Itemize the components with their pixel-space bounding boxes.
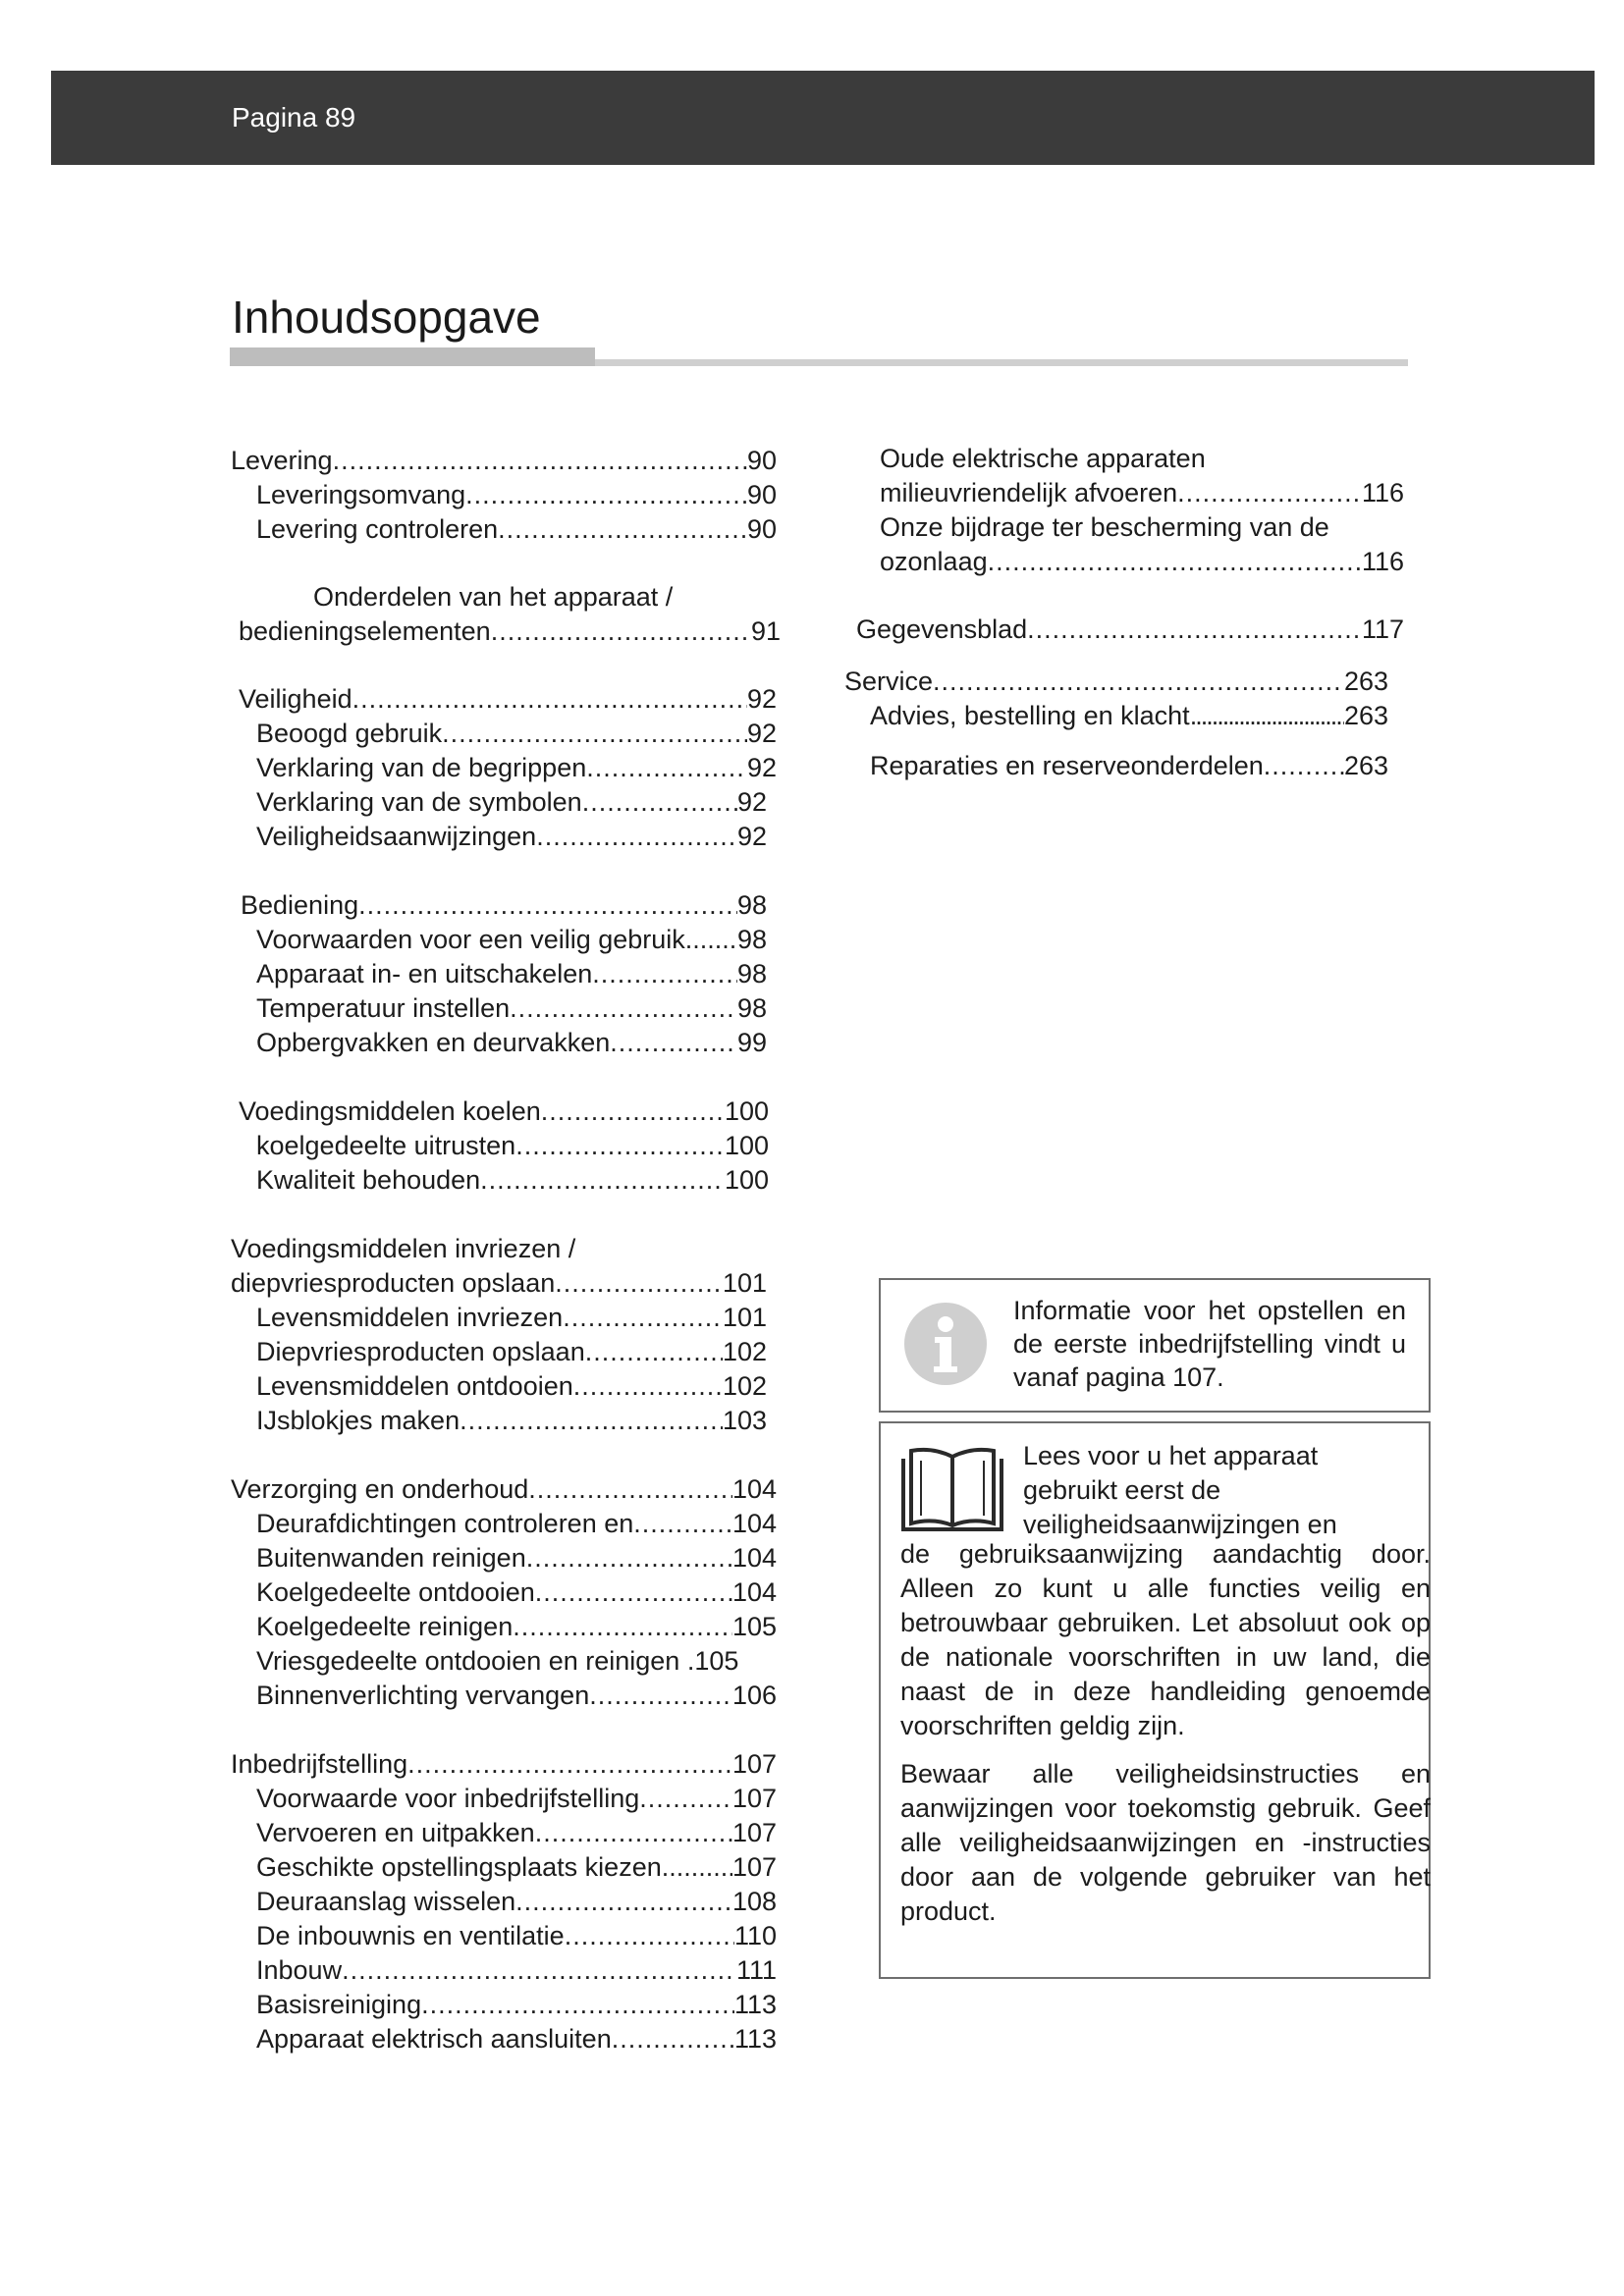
toc-heading-line: Onze bijdrage ter bescherming van de bbox=[880, 512, 1329, 542]
header-bar bbox=[51, 71, 1595, 165]
info-icon bbox=[903, 1302, 988, 1386]
toc-entry[interactable]: ozonlaag ..... 116 bbox=[844, 545, 1404, 579]
toc-entry[interactable]: Levensmiddelen ontdooien ..... 102 bbox=[231, 1369, 767, 1404]
toc-entry[interactable]: Inbouw ..... 111 bbox=[231, 1953, 777, 1988]
toc-entry[interactable]: Advies, bestelling en klacht ..... 263 bbox=[844, 699, 1388, 733]
toc-heading-line: Oude elektrische apparaten bbox=[880, 444, 1206, 473]
info-box bbox=[879, 1278, 1431, 1413]
toc-entry[interactable]: Kwaliteit behouden ..... 100 bbox=[231, 1163, 769, 1198]
read-box-heading: Lees voor u het apparaat gebruikt eerst de veiligheidsaanwijzingen en bbox=[1023, 1441, 1337, 1539]
toc-entry[interactable]: Veiligheid ..... 92 bbox=[231, 682, 777, 717]
toc-entry[interactable]: Voedingsmiddelen koelen ..... 100 bbox=[231, 1095, 769, 1129]
toc-entry[interactable]: Reparaties en reserveonderdelen ..... 263 bbox=[844, 749, 1388, 783]
toc-entry[interactable]: Diepvriesproducten opslaan ..... 102 bbox=[231, 1335, 767, 1369]
read-instructions-box bbox=[879, 1421, 1431, 1979]
toc-entry[interactable]: Voorwaarde voor inbedrijfstelling ..... 107 bbox=[231, 1782, 777, 1816]
page-label: Pagina 89 bbox=[232, 102, 356, 133]
book-icon bbox=[899, 1445, 1005, 1535]
toc-entry[interactable]: Beoogd gebruik ..... 92 bbox=[231, 717, 777, 751]
toc-entry[interactable]: Verzorging en onderhoud ..... 104 bbox=[231, 1472, 777, 1507]
toc-entry[interactable]: Voorwaarden voor een veilig gebruik ..... 98 bbox=[231, 923, 767, 957]
toc-entry[interactable]: diepvriesproducten opslaan ..... 101 bbox=[231, 1266, 767, 1301]
toc-entry[interactable]: Bediening ..... 98 bbox=[231, 888, 767, 923]
toc-entry[interactable]: Opbergvakken en deurvakken ..... 99 bbox=[231, 1026, 767, 1060]
read-box-body bbox=[900, 1537, 1431, 1929]
toc-entry[interactable]: Basisreiniging ..... 113 bbox=[231, 1988, 777, 2022]
toc-entry[interactable]: IJsblokjes maken ..... 103 bbox=[231, 1404, 767, 1438]
read-box-paragraph: Bewaar alle veiligheidsinstructies en aanwijzingen voor toekomstig gebruik. Geef alle veiligheidsaanwijzingen en -instructies door aan de volgende gebruiker van het product. bbox=[900, 1759, 1431, 1926]
toc-entry[interactable]: Verklaring van de begrippen ..... 92 bbox=[231, 751, 777, 785]
toc-entry[interactable]: De inbouwnis en ventilatie ..... 110 bbox=[231, 1919, 777, 1953]
toc-entry[interactable]: Inbedrijfstelling ..... 107 bbox=[231, 1747, 777, 1782]
toc-left-column bbox=[231, 444, 781, 2056]
toc-entry[interactable]: Deuraanslag wisselen ..... 108 bbox=[231, 1885, 777, 1919]
toc-entry[interactable]: milieuvriendelijk afvoeren ..... 116 bbox=[844, 476, 1404, 510]
toc-entry[interactable]: Deurafdichtingen controleren en ..... 104 bbox=[231, 1507, 777, 1541]
page-title: Inhoudsopgave bbox=[232, 292, 541, 343]
toc-entry[interactable]: Levensmiddelen invriezen ..... 101 bbox=[231, 1301, 767, 1335]
toc-entry[interactable]: Vriesgedeelte ontdooien en reinigen . 105 bbox=[256, 1646, 739, 1676]
toc-entry[interactable]: Geschikte opstellingsplaats kiezen ..... 107 bbox=[231, 1850, 777, 1885]
toc-entry[interactable]: Service ..... 263 bbox=[844, 665, 1388, 699]
toc-entry[interactable]: Verklaring van de symbolen ..... 92 bbox=[231, 785, 767, 820]
toc-entry[interactable]: Levering controleren ..... 90 bbox=[231, 512, 777, 547]
toc-entry[interactable]: Koelgedeelte reinigen ..... 105 bbox=[231, 1610, 777, 1644]
toc-entry[interactable]: Apparaat in- en uitschakelen ..... 98 bbox=[231, 957, 767, 991]
read-box-paragraph: de gebruiksaanwijzing aandachtig door. Alleen zo kunt u alle functies veilig en betrouwbaar gebruiken. Let absoluut ook op de nationale voorschriften in uw land, die naast de in deze handleiding genoemde voorschriften geldig zijn. bbox=[900, 1539, 1431, 1740]
toc-entry[interactable]: Apparaat elektrisch aansluiten ..... 113 bbox=[231, 2022, 777, 2056]
toc-heading-line: Onderdelen van het apparaat / bbox=[313, 582, 674, 612]
title-underline-accent bbox=[230, 347, 595, 366]
toc-heading-line: Voedingsmiddelen invriezen / bbox=[231, 1234, 576, 1263]
toc-entry[interactable]: bedieningselementen ..... 91 bbox=[231, 614, 781, 649]
toc-right-column bbox=[844, 442, 1404, 783]
toc-entry[interactable]: Temperatuur instellen ..... 98 bbox=[231, 991, 767, 1026]
toc-entry[interactable]: Koelgedeelte ontdooien ..... 104 bbox=[231, 1575, 777, 1610]
toc-entry[interactable]: Vervoeren en uitpakken ..... 107 bbox=[231, 1816, 777, 1850]
toc-entry[interactable]: Levering ..... 90 bbox=[231, 444, 777, 478]
info-text: Informatie voor het opstellen en de eerste inbedrijfstelling vindt u vanaf pagina 107. bbox=[1013, 1296, 1406, 1392]
toc-entry[interactable]: Gegevensblad ..... 117 bbox=[844, 613, 1404, 647]
toc-entry[interactable]: Veiligheidsaanwijzingen ..... 92 bbox=[231, 820, 767, 854]
toc-entry[interactable]: Binnenverlichting vervangen ..... 106 bbox=[231, 1679, 777, 1713]
toc-entry[interactable]: Leveringsomvang ..... 90 bbox=[231, 478, 777, 512]
toc-entry[interactable]: Buitenwanden reinigen ..... 104 bbox=[231, 1541, 777, 1575]
toc-entry[interactable]: koelgedeelte uitrusten ..... 100 bbox=[231, 1129, 769, 1163]
